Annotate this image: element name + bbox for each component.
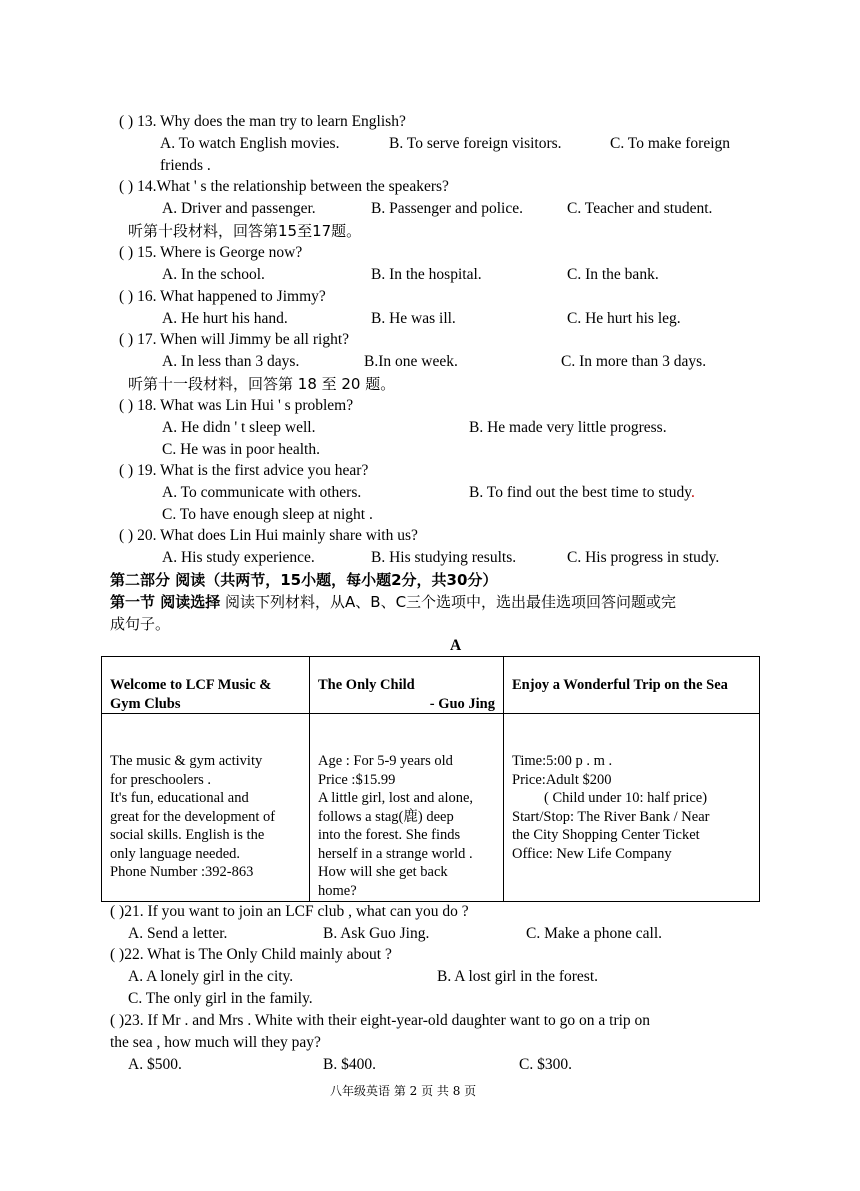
question-18: ( ) 18. What was Lin Hui ' s problem? xyxy=(119,397,354,414)
question-22: ( )22. What is The Only Child mainly about ? xyxy=(110,946,392,963)
lcf-line: great for the development of xyxy=(110,808,276,825)
q13-option-b: B. To serve foreign visitors. xyxy=(389,135,562,152)
lcf-line: It's fun, educational and xyxy=(110,790,249,806)
ad-header-trip-text: Enjoy a Wonderful Trip on the Sea xyxy=(512,677,728,693)
trip-line: the City Shopping Center Ticket xyxy=(512,827,700,843)
question-21: ( )21. If you want to join an LCF club , what can you do ? xyxy=(110,903,469,920)
page-footer: 八年级英语 第 2 页 共 8 页 xyxy=(330,1084,477,1098)
q18-option-c: C. He was in poor health. xyxy=(162,441,320,458)
question-23-cont: the sea , how much will they pay? xyxy=(110,1034,321,1051)
q19-option-a: A. To communicate with others. xyxy=(162,484,362,501)
q16-option-b: B. He was ill. xyxy=(371,310,456,327)
q20-option-a: A. His study experience. xyxy=(162,549,315,566)
lcf-line: social skills. English is the xyxy=(110,827,265,843)
ad-body-trip xyxy=(504,714,760,902)
q17-option-a: A. In less than 3 days. xyxy=(162,353,300,370)
passage-label: A xyxy=(450,637,462,654)
q20-option-b: B. His studying results. xyxy=(371,549,517,566)
section-10-instruction: 听第十段材料，回答第15至17题。 xyxy=(128,222,362,240)
q23-option-c: C. $300. xyxy=(519,1056,572,1073)
q22-option-a: A. A lonely girl in the city. xyxy=(128,968,294,985)
book-author: - Guo Jing xyxy=(429,695,495,712)
book-line: follows a stag(鹿) deep xyxy=(318,808,454,825)
question-16: ( ) 16. What happened to Jimmy? xyxy=(119,288,326,305)
q16-option-c: C. He hurt his leg. xyxy=(567,310,681,327)
q17-option-b: B.In one week. xyxy=(364,353,458,370)
question-14: ( ) 14.What ' s the relationship between the speakers? xyxy=(119,178,449,195)
question-19: ( ) 19. What is the first advice you hear? xyxy=(119,462,369,479)
lcf-phone: Phone Number :392-863 xyxy=(110,864,254,880)
part-2-heading: 第二部分 阅读（共两节，15小题，每小题2分，共30分） xyxy=(110,571,498,589)
question-20: ( ) 20. What does Lin Hui mainly share with us? xyxy=(119,527,418,544)
q22-option-b: B. A lost girl in the forest. xyxy=(437,968,599,985)
q17-option-c: C. In more than 3 days. xyxy=(561,353,707,370)
q15-option-c: C. In the bank. xyxy=(567,266,659,283)
ad-body-book xyxy=(310,714,504,902)
ads-table xyxy=(101,656,760,902)
book-line: A little girl, lost and alone, xyxy=(318,790,474,806)
section-1-instruction xyxy=(110,592,676,612)
trip-line: Office: New Life Company xyxy=(512,845,672,862)
q15-option-b: B. In the hospital. xyxy=(371,266,482,283)
question-15: ( ) 15. Where is George now? xyxy=(119,244,303,261)
trip-line: Start/Stop: The River Bank / Near xyxy=(512,808,710,825)
q20-option-c: C. His progress in study. xyxy=(567,549,720,566)
q19-option-c: C. To have enough sleep at night . xyxy=(162,506,373,523)
q15-option-a: A. In the school. xyxy=(162,266,265,283)
ad-header-lcf-text: Welcome to LCF Music & Gym Clubs xyxy=(110,677,272,712)
trip-line: Price:Adult $200 xyxy=(512,771,612,788)
section-11-instruction: 听第十一段材料，回答第 18 至 20 题。 xyxy=(128,375,396,393)
q13-option-c-cont: friends . xyxy=(160,157,211,174)
question-17: ( ) 17. When will Jimmy be all right? xyxy=(119,331,350,348)
q19-option-b xyxy=(469,483,695,503)
ad-header-trip xyxy=(504,657,760,714)
trip-line: Time:5:00 p . m . xyxy=(512,753,613,769)
ad-header-lcf xyxy=(102,657,310,714)
ad-header-book xyxy=(310,657,504,714)
q13-option-a: A. To watch English movies. xyxy=(160,135,340,152)
q21-option-c: C. Make a phone call. xyxy=(526,925,663,942)
q21-option-b: B. Ask Guo Jing. xyxy=(323,925,430,942)
section-1-text-cont: 成句子。 xyxy=(110,615,171,633)
q21-option-a: A. Send a letter. xyxy=(128,925,228,942)
book-line: herself in a strange world . xyxy=(318,845,473,862)
book-line: home? xyxy=(318,882,357,899)
book-line: Age : For 5-9 years old xyxy=(318,753,453,769)
section-1-text: 阅读下列材料，从A、B、C三个选项中，选出最佳选项回答问题或完 xyxy=(225,593,677,611)
lcf-line: only language needed. xyxy=(110,845,241,862)
q23-option-a: A. $500. xyxy=(128,1056,182,1073)
trip-line: ( Child under 10: half price) xyxy=(544,790,708,806)
lcf-line: The music & gym activity xyxy=(110,753,263,769)
q14-option-c: C. Teacher and student. xyxy=(567,200,713,217)
book-line: into the forest. She finds xyxy=(318,827,461,843)
q14-option-b: B. Passenger and police. xyxy=(371,200,523,217)
book-line: How will she get back xyxy=(318,864,448,880)
section-1-title: 第一节 阅读选择 xyxy=(110,593,221,611)
lcf-line: for preschoolers . xyxy=(110,771,212,788)
q14-option-a: A. Driver and passenger. xyxy=(162,200,316,217)
q19-option-b-dot: . xyxy=(690,484,695,501)
q23-option-b: B. $400. xyxy=(323,1056,376,1073)
q18-option-b: B. He made very little progress. xyxy=(469,419,667,436)
question-13: ( ) 13. Why does the man try to learn English? xyxy=(119,113,406,130)
book-title: The Only Child xyxy=(318,677,415,693)
question-23: ( )23. If Mr . and Mrs . White with their eight-year-old daughter want to go on a trip on xyxy=(110,1012,651,1029)
q13-option-c: C. To make foreign xyxy=(610,135,731,152)
q16-option-a: A. He hurt his hand. xyxy=(162,310,288,327)
book-line: Price :$15.99 xyxy=(318,771,396,788)
q19-option-b-text: B. To find out the best time to study xyxy=(469,484,691,501)
ad-body-lcf xyxy=(102,714,310,902)
q22-option-c: C. The only girl in the family. xyxy=(128,990,313,1007)
q18-option-a: A. He didn ' t sleep well. xyxy=(162,419,316,436)
